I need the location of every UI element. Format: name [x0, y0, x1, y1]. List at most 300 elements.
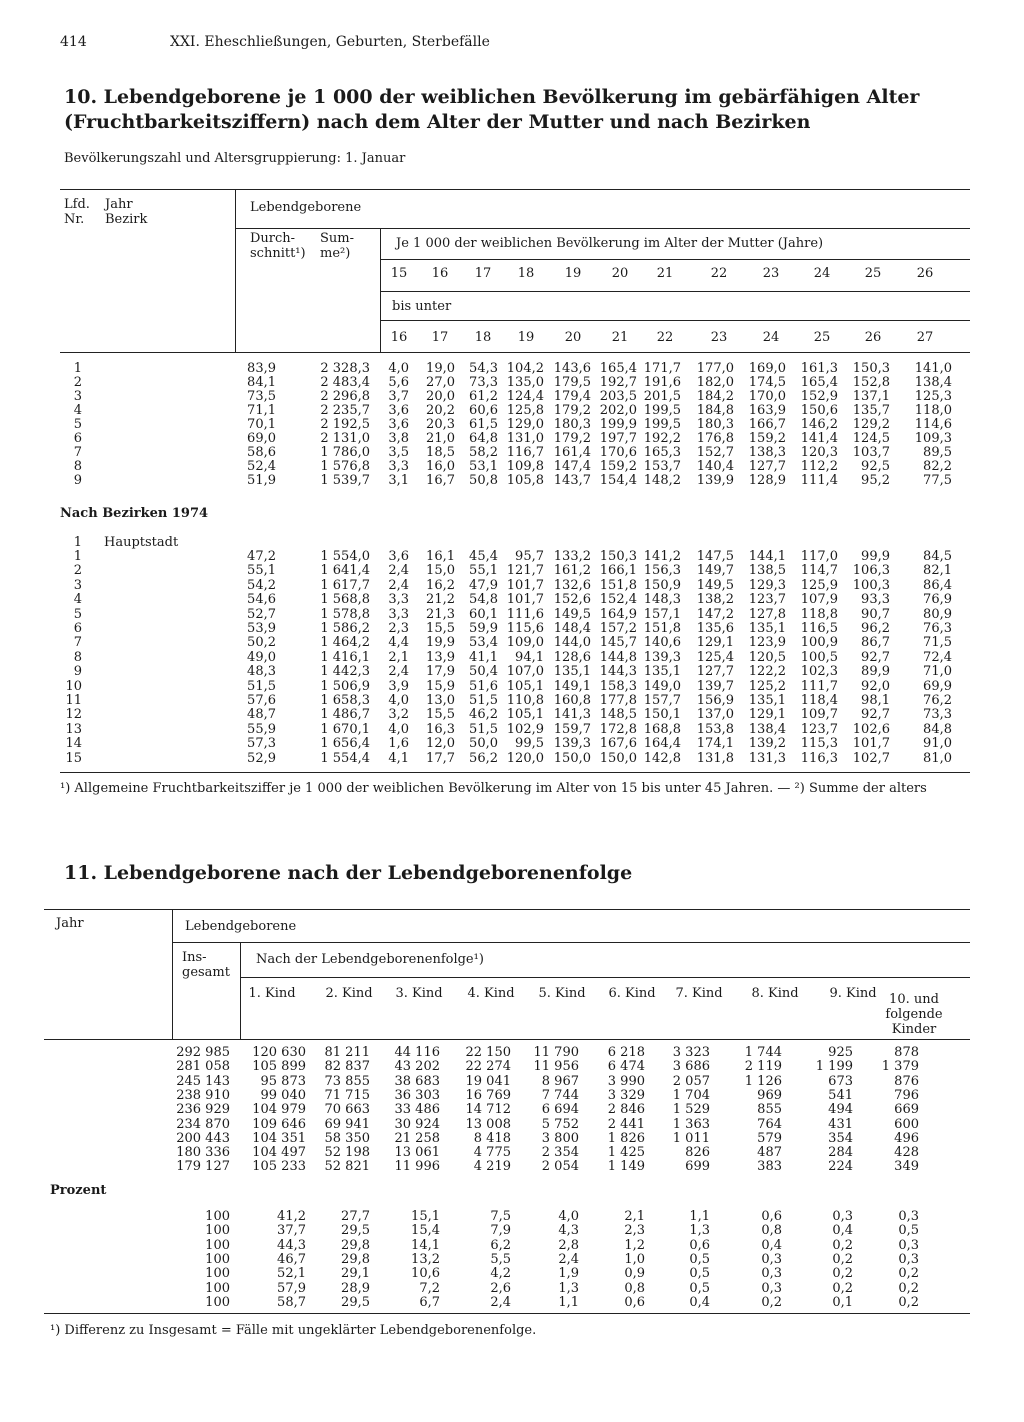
table11-abs-value-9: 1 199: [815, 1059, 853, 1075]
table10-bezirk-value-12: 98,1: [861, 693, 890, 708]
table10-age-ages_from-0: 15: [390, 266, 408, 281]
table10-bezirk-value-1: 1 578,8: [320, 606, 370, 622]
table11-abs-value-0: 245 143: [176, 1073, 230, 1089]
table11-abs-value-5: 8 967: [541, 1073, 579, 1089]
table11-pct-value-5: 2,4: [558, 1251, 579, 1267]
table10-year-value-11: 146,2: [800, 417, 838, 432]
table10-footnote: ¹) Allgemeine Fruchtbarkeitsziffer je 1 000 der weiblichen Bevölkerung im Alter von 15 bis unter 45 Jahren. — ²) Summe der alters: [60, 781, 927, 796]
table10-year-value-11: 150,6: [800, 403, 838, 418]
table11-abs-row: [0, 1046, 1024, 1060]
table11-pct-value-5: 1,3: [558, 1280, 579, 1296]
table10-bezirk-value-2: 3,3: [388, 592, 409, 608]
table10-bezirk-value-1: 1 641,4: [320, 563, 370, 579]
table11-abs-value-6: 2 441: [607, 1116, 645, 1132]
table11-pct-value-3: 13,2: [411, 1251, 440, 1267]
table10-year-value-3: 27,0: [426, 375, 455, 390]
table10-year-value-7: 165,4: [599, 361, 637, 376]
table10-bezirk-value-1: 1 617,7: [320, 577, 370, 593]
running-head-title: XXI. Eheschließungen, Geburten, Sterbefälle: [170, 34, 490, 50]
table10-bezirk-value-5: 95,7: [515, 549, 544, 564]
table11-abs-value-4: 22 274: [465, 1059, 511, 1075]
table10-year-value-13: 109,3: [914, 431, 952, 446]
table11-pct-value-2: 28,9: [341, 1280, 370, 1296]
table10-bezirk-value-11: 100,9: [800, 635, 838, 651]
table10-year-value-11: 111,4: [800, 473, 838, 488]
table10-year-lfd: 8: [73, 459, 82, 474]
table10-bezirk-value-10: 135,1: [748, 621, 786, 636]
table10-bezirk-value-5: 101,7: [506, 592, 544, 608]
table11-abs-value-6: 2 846: [607, 1102, 645, 1118]
table11-pct-value-7: 1,3: [689, 1223, 710, 1239]
table10-bezirk-hauptstadt-label: Hauptstadt: [104, 536, 179, 550]
table10-year-value-5: 135,0: [506, 375, 544, 390]
table10-bezirk-value-1: 1 586,2: [320, 621, 370, 636]
table11-abs-value-3: 36 303: [394, 1087, 440, 1103]
table11-abs-value-6: 6 218: [607, 1045, 645, 1060]
table10-year-value-12: 137,1: [852, 389, 890, 404]
table10-bezirk-lfd: 9: [73, 664, 82, 680]
table10-bezirk-row: [0, 723, 1024, 737]
table10-bezirk-value-2: 4,0: [388, 693, 409, 708]
table10-bezirk-value-13: 80,9: [923, 606, 952, 622]
table10-year-value-9: 176,8: [696, 431, 734, 446]
table10-bezirk-value-13: 73,3: [923, 707, 952, 723]
table10-bezirk-value-11: 118,4: [800, 693, 838, 708]
table10-age-ages_from-10: 25: [864, 266, 882, 281]
table10-title-line1: 10. Lebendgeborene je 1 000 der weiblichen Bevölkerung im gebärfähigen Alter: [64, 86, 920, 108]
table10-rule-je1000: [380, 259, 970, 260]
table11-rule-folge: [240, 977, 970, 978]
table10-year-value-11: 152,9: [800, 389, 838, 404]
table10-year-value-4: 64,8: [469, 431, 498, 446]
table10-year-value-6: 143,7: [553, 473, 591, 488]
table10-bezirk-value-5: 105,1: [506, 678, 544, 694]
table10-year-value-11: 161,3: [800, 361, 838, 376]
table10-header-summe: Sum- me²): [320, 231, 354, 261]
table10-bezirk-value-11: 116,3: [800, 750, 838, 766]
table11-abs-value-10: 428: [894, 1145, 919, 1161]
table11-abs-value-4: 4 775: [473, 1145, 511, 1161]
table11-abs-value-3: 44 116: [394, 1045, 440, 1060]
table11-pct-value-4: 4,2: [490, 1266, 511, 1282]
table10-bezirk-lfd: 11: [65, 693, 82, 708]
table11-pct-value-3: 14,1: [411, 1237, 440, 1253]
table10-year-value-5: 105,8: [506, 473, 544, 488]
table10-year-value-0: 52,4: [247, 459, 276, 474]
table10-year-value-0: 70,1: [247, 417, 276, 432]
table10-bezirk-row: [0, 593, 1024, 607]
table11-abs-value-1: 104 351: [252, 1130, 306, 1146]
table11-abs-value-4: 4 219: [473, 1159, 511, 1175]
table10-bezirk-value-10: 138,5: [748, 563, 786, 579]
table10-year-value-8: 171,7: [643, 361, 681, 376]
table10-bezirk-value-6: 132,6: [553, 577, 591, 593]
table10-year-value-10: 159,2: [748, 431, 786, 446]
table10-bezirk-value-0: 52,9: [247, 750, 276, 766]
table10-year-value-9: 177,0: [696, 361, 734, 376]
table10-bezirk-value-7: 166,1: [599, 563, 637, 579]
table10-year-value-4: 58,2: [469, 445, 498, 460]
table11-abs-row: [0, 1132, 1024, 1146]
table10-year-value-2: 3,6: [388, 403, 409, 418]
table10-bezirk-value-0: 50,2: [247, 635, 276, 651]
table10-bezirk-value-10: 120,5: [748, 649, 786, 665]
table10-bezirk-value-6: 149,1: [553, 678, 591, 694]
table11-abs-value-1: 109 646: [252, 1116, 306, 1132]
table10-bezirk-value-7: 157,2: [599, 621, 637, 636]
table10-bezirk-value-13: 91,0: [923, 736, 952, 752]
table10-bezirk-value-10: 125,2: [748, 678, 786, 694]
table10-bezirk-value-3: 15,5: [426, 621, 455, 636]
table10-bezirk-value-5: 115,6: [506, 621, 544, 636]
table10-bezirk-value-13: 81,0: [923, 750, 952, 766]
table10-bezirk-value-12: 86,7: [861, 635, 890, 651]
table10-bezirk-value-3: 17,7: [426, 750, 455, 766]
table10-year-row: [0, 474, 1024, 488]
table11-abs-value-6: 6 474: [607, 1059, 645, 1075]
table10-header-durchschnitt: Durch- schnitt¹): [250, 231, 306, 261]
table10-age-ages_to-5: 21: [611, 330, 629, 345]
table10-year-value-5: 116,7: [506, 445, 544, 460]
table10-bezirk-value-11: 116,5: [800, 621, 838, 636]
table10-bezirk-value-6: 150,0: [553, 750, 591, 766]
table10-year-value-3: 19,0: [426, 361, 455, 376]
table10-year-lfd: 9: [73, 473, 82, 488]
table10-bezirk-lfd: 10: [65, 678, 82, 694]
table11-abs-value-1: 105 233: [252, 1159, 306, 1175]
table10-bezirk-value-2: 4,0: [388, 721, 409, 737]
table10-bezirk-value-1: 1 554,4: [320, 750, 370, 766]
table10-bezirk-value-4: 53,4: [469, 635, 498, 651]
table10-bezirk-value-9: 149,7: [696, 563, 734, 579]
table11-pct-value-4: 7,5: [490, 1209, 511, 1224]
table10-year-value-2: 3,6: [388, 417, 409, 432]
table10-year-value-6: 179,2: [553, 403, 591, 418]
table11-pct-value-10: 0,2: [898, 1294, 919, 1310]
table10-bezirk-row: [0, 737, 1024, 751]
table10-year-value-6: 179,2: [553, 431, 591, 446]
table11-abs-value-9: 541: [828, 1087, 853, 1103]
page-number: 414: [60, 34, 87, 50]
table10-year-value-13: 77,5: [923, 473, 952, 488]
table10-bezirk-value-12: 99,9: [861, 549, 890, 564]
table10-year-value-12: 135,7: [852, 403, 890, 418]
table10-bezirk-value-2: 4,1: [388, 750, 409, 766]
table10-bezirk-value-7: 152,4: [599, 592, 637, 608]
table11-pct-value-8: 0,3: [761, 1280, 782, 1296]
table10-bezirk-value-10: 139,2: [748, 736, 786, 752]
table11-rule-bottom: [44, 1313, 970, 1314]
table10-bezirk-value-8: 141,2: [643, 549, 681, 564]
table11-rule-vertical-2: [240, 942, 241, 1039]
table10-bezirk-value-5: 99,5: [515, 736, 544, 752]
table10-bezirk-value-3: 16,1: [426, 549, 455, 564]
table11-abs-value-0: 281 058: [176, 1059, 230, 1075]
table10-year-value-12: 152,8: [852, 375, 890, 390]
table10-bezirk-value-9: 153,8: [696, 721, 734, 737]
table10-year-value-12: 150,3: [852, 361, 890, 376]
table10-rule-bisunter: [380, 320, 970, 321]
table10-bezirk-lfd: 12: [65, 707, 82, 723]
table10-year-value-4: 60,6: [469, 403, 498, 418]
table10-year-value-1: 1 786,0: [320, 445, 370, 460]
table11-abs-value-0: 180 336: [176, 1145, 230, 1161]
table11-pct-value-9: 0,1: [832, 1294, 853, 1310]
table10-bezirk-value-13: 84,8: [923, 721, 952, 737]
table10-bezirk-lfd: 14: [65, 736, 82, 752]
table10-year-value-0: 84,1: [247, 375, 276, 390]
table10-bezirk-value-2: 2,3: [388, 621, 409, 636]
table10-rule-top: [60, 189, 970, 190]
table10-year-value-4: 50,8: [469, 473, 498, 488]
table11-pct-value-6: 0,8: [624, 1280, 645, 1296]
table10-year-value-5: 124,4: [506, 389, 544, 404]
table11-pct-row: [0, 1296, 1024, 1310]
table11-abs-value-8: 487: [757, 1145, 782, 1161]
table11-abs-value-2: 70 663: [324, 1102, 370, 1118]
table10-bezirk-row: [0, 564, 1024, 578]
table10-bezirk-value-0: 54,2: [247, 577, 276, 593]
table11-pct-value-10: 0,2: [898, 1280, 919, 1296]
table10-year-value-13: 82,2: [923, 459, 952, 474]
table11-abs-value-5: 11 956: [533, 1059, 579, 1075]
table11-pct-value-2: 29,8: [341, 1251, 370, 1267]
table10-bezirk-value-7: 177,8: [599, 693, 637, 708]
table10-bezirk-value-0: 48,3: [247, 664, 276, 680]
table10-bezirk-value-3: 15,9: [426, 678, 455, 694]
table11-pct-value-3: 7,2: [419, 1280, 440, 1296]
table10-bezirk-row: [0, 694, 1024, 708]
table11-abs-value-9: 224: [828, 1159, 853, 1175]
table10-bezirk-value-5: 110,8: [506, 693, 544, 708]
table10-subtitle: Bevölkerungszahl und Altersgruppierung: 1. Januar: [64, 151, 406, 166]
table10-year-value-2: 3,7: [388, 389, 409, 404]
table10-bezirk-value-11: 115,3: [800, 736, 838, 752]
table10-bezirk-value-12: 90,7: [861, 606, 890, 622]
running-head: [60, 34, 490, 50]
table11-pct-value-2: 27,7: [341, 1209, 370, 1224]
table10-bezirk-value-8: 142,8: [643, 750, 681, 766]
table10-bezirk-row: [0, 622, 1024, 636]
table10-bezirk-value-9: 174,1: [696, 736, 734, 752]
table10-bezirk-value-3: 21,3: [426, 606, 455, 622]
table10-bezirk-value-4: 51,6: [469, 678, 498, 694]
table11-title: 11. Lebendgeborene nach der Lebendgeborenenfolge: [64, 862, 633, 884]
table11-rule-top: [44, 909, 970, 910]
table11-pct-value-7: 0,5: [689, 1280, 710, 1296]
table10-bezirk-value-13: 76,9: [923, 592, 952, 608]
table10-header-lebendgeborene: Lebendgeborene: [250, 200, 362, 215]
table10-bezirk-value-5: 94,1: [515, 649, 544, 665]
table11-pct-value-3: 15,1: [411, 1209, 440, 1224]
table10-bezirk-value-13: 82,1: [923, 563, 952, 579]
table11-pct-row: [0, 1210, 1024, 1224]
table10-bezirk-value-6: 160,8: [553, 693, 591, 708]
table11-pct-value-3: 15,4: [411, 1223, 440, 1239]
table10-bezirk-value-0: 55,9: [247, 721, 276, 737]
table11-pct-row: [0, 1282, 1024, 1296]
table10-bezirk-value-3: 13,9: [426, 649, 455, 665]
table11-abs-value-3: 33 486: [394, 1102, 440, 1118]
table10-year-value-2: 5,6: [388, 375, 409, 390]
table10-bezirk-value-2: 3,9: [388, 678, 409, 694]
table10-year-row: [0, 460, 1024, 474]
table10-bezirk-value-4: 51,5: [469, 693, 498, 708]
table10-year-value-13: 138,4: [914, 375, 952, 390]
table11-pct-value-10: 0,3: [898, 1237, 919, 1253]
table10-year-lfd: 6: [73, 431, 82, 446]
table10-rule-bottom: [60, 772, 970, 773]
table10-bezirk-value-7: 164,9: [599, 606, 637, 622]
table11-abs-value-0: 238 910: [176, 1087, 230, 1103]
table10-bezirk-value-3: 17,9: [426, 664, 455, 680]
table10-year-value-3: 16,0: [426, 459, 455, 474]
table11-abs-value-9: 673: [828, 1073, 853, 1089]
table10-bezirk-row: [0, 608, 1024, 622]
table10-bezirk-value-10: 144,1: [748, 549, 786, 564]
table11-abs-value-5: 2 354: [541, 1145, 579, 1161]
table11-pct-value-10: 0,3: [898, 1251, 919, 1267]
table10-year-value-8: 148,2: [643, 473, 681, 488]
table10-bezirk-value-6: 133,2: [553, 549, 591, 564]
table11-abs-value-5: 7 744: [541, 1087, 579, 1103]
table10-bezirk-value-13: 86,4: [923, 577, 952, 593]
table10-year-value-10: 174,5: [748, 375, 786, 390]
table10-bezirk-value-11: 123,7: [800, 721, 838, 737]
table10-bezirk-row: [0, 708, 1024, 722]
table10-rule-from: [380, 291, 970, 292]
table10-year-value-2: 3,3: [388, 459, 409, 474]
table10-bezirk-value-2: 2,4: [388, 664, 409, 680]
table10-bezirk-value-10: 135,1: [748, 693, 786, 708]
table10-bezirk-value-4: 45,4: [469, 549, 498, 564]
table10-age-ages_to-6: 22: [656, 330, 674, 345]
table11-abs-value-1: 105 899: [252, 1059, 306, 1075]
table10-bezirk-value-2: 2,1: [388, 649, 409, 665]
table11-abs-value-2: 82 837: [324, 1059, 370, 1075]
table10-year-lfd: 7: [73, 445, 82, 460]
table10-bezirk-value-8: 157,7: [643, 693, 681, 708]
table11-pct-value-6: 1,0: [624, 1251, 645, 1267]
table10-bezirk-value-10: 123,9: [748, 635, 786, 651]
table10-bezirk-value-7: 167,6: [599, 736, 637, 752]
table10-year-value-9: 139,9: [696, 473, 734, 488]
table10-year-value-11: 141,4: [800, 431, 838, 446]
table10-bezirk-value-10: 129,1: [748, 707, 786, 723]
table11-abs-value-3: 38 683: [394, 1073, 440, 1089]
table10-bezirk-value-12: 92,7: [861, 649, 890, 665]
table10-bezirk-value-1: 1 658,3: [320, 693, 370, 708]
table11-abs-value-5: 6 694: [541, 1102, 579, 1118]
table11-abs-value-0: 200 443: [176, 1130, 230, 1146]
table10-bezirk-value-12: 89,9: [861, 664, 890, 680]
table10-bezirk-lfd: 1: [73, 549, 82, 564]
table10-year-value-8: 191,6: [643, 375, 681, 390]
table10-bezirk-value-4: 50,4: [469, 664, 498, 680]
table11-abs-value-7: 1 704: [672, 1087, 710, 1103]
table11-abs-value-6: 1 425: [607, 1145, 645, 1161]
table10-bezirk-value-0: 54,6: [247, 592, 276, 608]
table10-bezirk-value-11: 100,5: [800, 649, 838, 665]
table10-bezirk-value-11: 111,7: [800, 678, 838, 694]
table10-bezirk-value-3: 16,3: [426, 721, 455, 737]
table11-header-kind-3: 3. Kind: [395, 986, 443, 1001]
table11-pct-value-9: 0,4: [832, 1223, 853, 1239]
table10-bezirk-value-12: 92,7: [861, 707, 890, 723]
table11-abs-row: [0, 1060, 1024, 1074]
table10-bezirk-hauptstadt-lfd: 1: [73, 535, 82, 550]
table10-bezirk-row: [0, 651, 1024, 665]
table10-bezirk-value-2: 2,4: [388, 577, 409, 593]
table11-abs-value-1: 99 040: [260, 1087, 306, 1103]
table10-bezirk-value-7: 145,7: [599, 635, 637, 651]
table10-age-ages_from-2: 17: [474, 266, 492, 281]
table10-bezirk-value-7: 144,3: [599, 664, 637, 680]
table11-abs-value-4: 16 769: [465, 1087, 511, 1103]
table11-abs-value-3: 30 924: [394, 1116, 440, 1132]
table10-bezirk-row: [0, 636, 1024, 650]
table11-pct-value-7: 0,6: [689, 1237, 710, 1253]
table10-year-value-3: 20,3: [426, 417, 455, 432]
table11-pct-value-6: 0,9: [624, 1266, 645, 1282]
table11-pct-value-10: 0,5: [898, 1223, 919, 1239]
table11-pct-value-8: 0,3: [761, 1251, 782, 1267]
table10-bezirk-value-4: 55,1: [469, 563, 498, 579]
table10-year-value-0: 58,6: [247, 445, 276, 460]
table10-bezirk-value-7: 148,5: [599, 707, 637, 723]
table11-abs-value-7: 1 529: [672, 1102, 710, 1118]
table10-bezirk-value-7: 172,8: [599, 721, 637, 737]
table10-header-je1000: Je 1 000 der weiblichen Bevölkerung im Alter der Mutter (Jahre): [396, 236, 824, 251]
table10-bezirk-value-5: 107,0: [506, 664, 544, 680]
table10-bezirk-value-10: 138,4: [748, 721, 786, 737]
table10-bezirk-lfd: 3: [73, 577, 82, 593]
table11-abs-value-8: 969: [757, 1087, 782, 1103]
table10-year-value-9: 180,3: [696, 417, 734, 432]
table11-abs-value-8: 1 744: [744, 1045, 782, 1060]
table10-bezirk-value-5: 111,6: [506, 606, 544, 622]
table11-pct-value-5: 2,8: [558, 1237, 579, 1253]
table10-bezirk-value-1: 1 656,4: [320, 736, 370, 752]
table11-abs-value-4: 19 041: [465, 1073, 511, 1089]
table10-year-value-10: 163,9: [748, 403, 786, 418]
table10-bezirk-value-5: 120,0: [506, 750, 544, 766]
table11-pct-value-0: 100: [205, 1251, 230, 1267]
table10-bezirk-value-0: 57,3: [247, 736, 276, 752]
table10-bezirk-value-11: 102,3: [800, 664, 838, 680]
table10-year-value-1: 2 328,3: [320, 361, 370, 376]
table11-abs-value-5: 3 800: [541, 1130, 579, 1146]
table10-bezirk-value-10: 131,3: [748, 750, 786, 766]
table10-bezirk-value-3: 13,0: [426, 693, 455, 708]
table11-abs-value-9: 431: [828, 1116, 853, 1132]
table11-abs-value-10: 349: [894, 1159, 919, 1175]
table11-abs-value-10: 876: [894, 1073, 919, 1089]
table11-abs-value-1: 120 630: [252, 1045, 306, 1060]
table11-abs-value-6: 3 329: [607, 1087, 645, 1103]
table10-bezirk-value-9: 138,2: [696, 592, 734, 608]
table10-bezirk-lfd: 5: [73, 606, 82, 622]
table11-pct-value-2: 29,5: [341, 1223, 370, 1239]
table10-age-ages_from-8: 23: [762, 266, 780, 281]
table10-age-ages_to-2: 18: [474, 330, 492, 345]
table11-header-kind-7: 7. Kind: [675, 986, 723, 1001]
table10-bezirk-value-4: 56,2: [469, 750, 498, 766]
table10-bezirk-value-10: 123,7: [748, 592, 786, 608]
table10-year-value-1: 2 235,7: [320, 403, 370, 418]
table10-year-value-2: 3,1: [388, 473, 409, 488]
table11-pct-value-1: 44,3: [277, 1237, 306, 1253]
